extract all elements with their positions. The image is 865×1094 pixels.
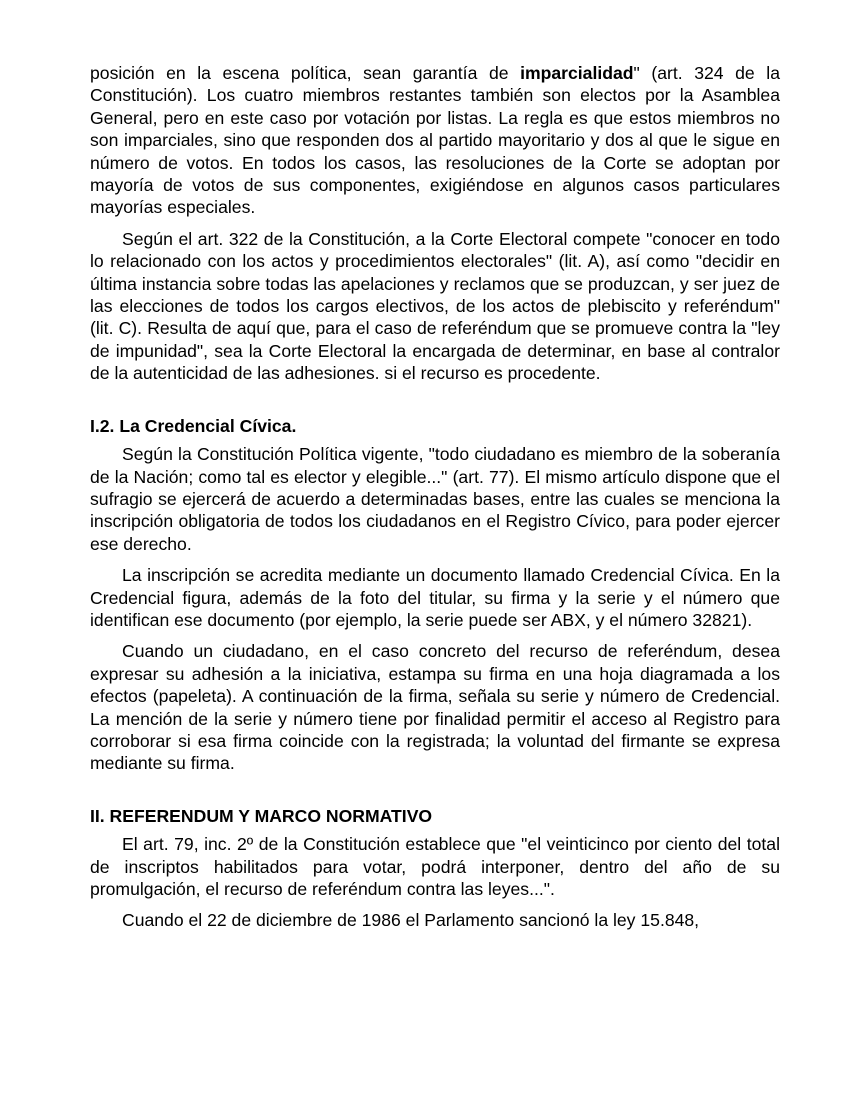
section-heading-referendum: II. REFERENDUM Y MARCO NORMATIVO	[90, 805, 433, 826]
section-heading-credencial: I.2. La Credencial Cívica.	[90, 415, 297, 436]
paragraph-text: " (art. 324 de la Constitución). Los cuatro miembros restantes también son electos por la Asamblea General, pero en este caso por votación por listas. La regla es que estos miembros no son imparciales, sino que responden dos al partido mayoritario y dos al que le sigue en número de votos. En todos los casos, las resoluciones de la Corte se adoptan por mayoría de votos de sus componentes, exigiéndose en algunos casos particulares mayorías especiales.	[90, 63, 780, 218]
bold-term: imparcialidad	[520, 63, 634, 83]
paragraph-art-79: El art. 79, inc. 2º de la Constitución establece que "el veinticinco por ciento del total de inscriptos habilitados para votar, podrá interponer, dentro del año de su promulgación, el recurso de referéndum contra las leyes...".	[90, 834, 780, 899]
document-page	[90, 62, 780, 932]
paragraph-text: posición en la escena política, sean garantía de	[90, 63, 521, 83]
paragraph-ciudadano: Cuando un ciudadano, en el caso concreto del recurso de referéndum, desea expresar su adhesión a la iniciativa, estampa su firma en una hoja diagramada a los efectos (papeleta). A continuación de la firma, señala su serie y número de Credencial. La mención de la serie y número tiene por finalidad permitir el acceso al Registro para corroborar si esa firma coincide con la registrada; la voluntad del firmante se expresa mediante su firma.	[90, 641, 780, 774]
paragraph-constitucion: Según la Constitución Política vigente, "todo ciudadano es miembro de la soberanía de la Nación; como tal es elector y elegible..." (art. 77). El mismo artículo dispone que el sufragio se ejercerá de acuerdo a determinadas bases, entre las cuales se menciona la inscripción obligatoria de todos los ciudadanos en el Registro Cívico, para poder ejercer ese derecho.	[90, 444, 780, 554]
paragraph-art-322: Según el art. 322 de la Constitución, a la Corte Electoral compete "conocer en todo lo relacionado con los actos y procedimientos electorales" (lit. A), así como "decidir en última instancia sobre todas las apelaciones y reclamos que se produzcan, y ser juez de las elecciones de todos los cargos electivos, de los actos de plebiscito y referéndum" (lit. C). Resulta de aquí que, para el caso de referéndum que se promueve contra la "ley de impunidad", sea la Corte Electoral la encargada de determinar, en base al contralor de la autenticidad de las adhesiones. si el recurso es procedente.	[90, 228, 780, 384]
paragraph-ley-15848: Cuando el 22 de diciembre de 1986 el Parlamento sancionó la ley 15.848,	[122, 910, 700, 931]
paragraph-inscripcion: La inscripción se acredita mediante un documento llamado Credencial Cívica. En la Credencial figura, además de la foto del titular, su firma y la serie y el número que identifican ese documento (por ejemplo, la serie puede ser ABX, y el número 32821).	[90, 565, 780, 630]
paragraph-continuation	[90, 62, 780, 219]
